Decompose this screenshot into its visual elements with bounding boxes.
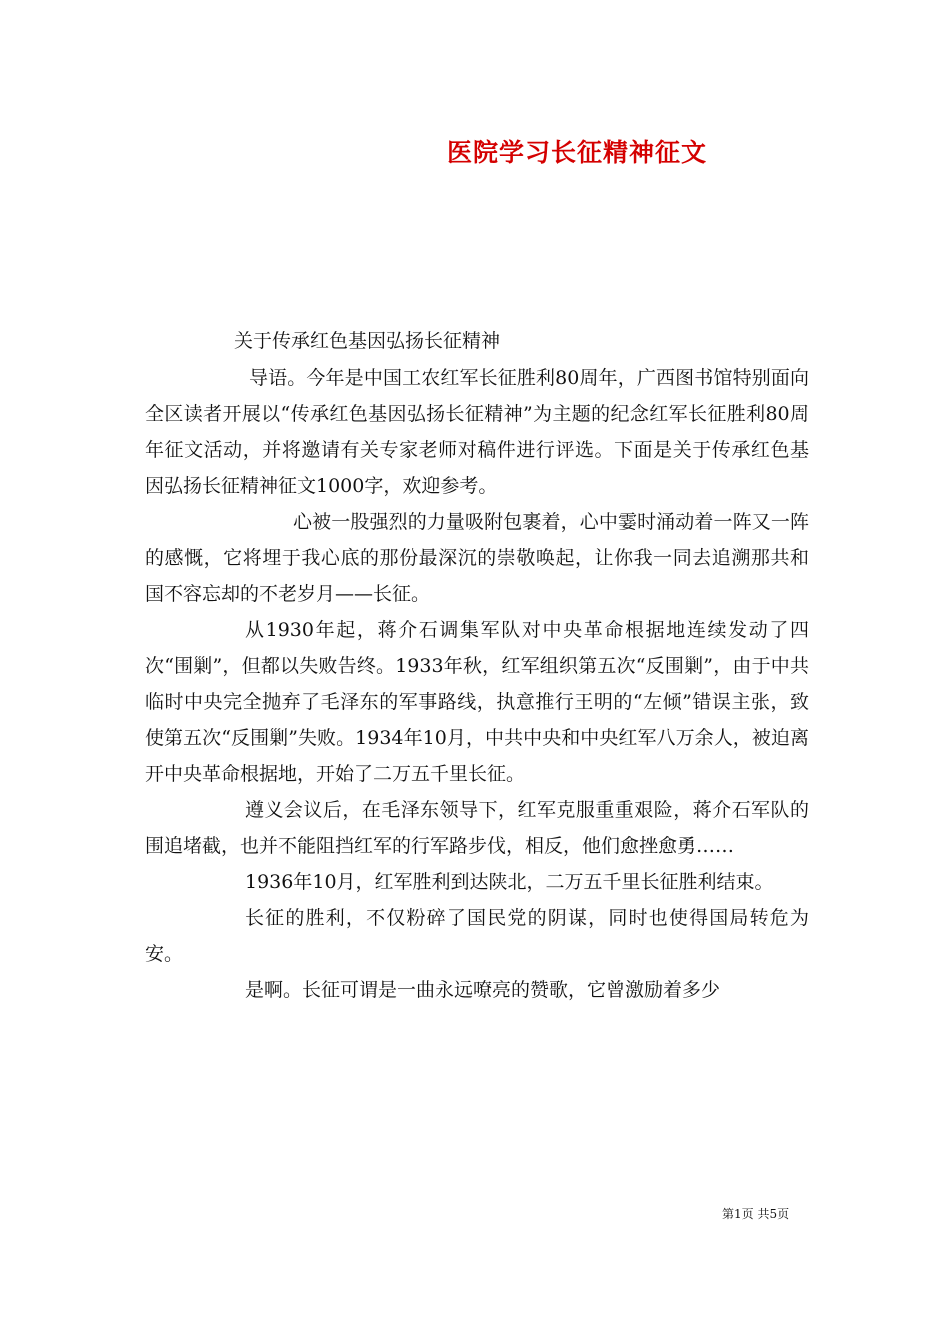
paragraph-history: 从1930年起，蒋介石调集军队对中央革命根据地连续发动了四次“围剿”，但都以失败告终。1933年秋，红军组织第五次“反围剿”，由于中共临时中央完全抛弃了毛泽东的军事路线，执意推行王明的“左倾”错误主张，致使第五次“反围剿”失败。1934年10月，中共中央和中央红军八万余人，被迫离开中央革命根据地，开始了二万五千里长征。 — [145, 619, 809, 785]
paragraph-praise: 是啊。长征可谓是一曲永远嘹亮的赞歌，它曾激励着多少 — [245, 979, 721, 1001]
paragraph-victory: 1936年10月，红军胜利到达陕北，二万五千里长征胜利结束。 — [245, 871, 774, 893]
document-body — [145, 360, 809, 1008]
page-number-footer: 第1页 共5页 — [722, 1207, 790, 1221]
paragraph-feeling: 心被一股强烈的力量吸附包裹着，心中霎时涌动着一阵又一阵的感慨，它将埋于我心底的那份最深沉的崇敬唤起，让你我一同去追溯那共和国不容忘却的不老岁月——长征。 — [145, 511, 809, 605]
paragraph-significance: 长征的胜利，不仅粉碎了国民党的阴谋，同时也使得国局转危为安。 — [145, 907, 809, 965]
document-subtitle: 关于传承红色基因弘扬长征精神 — [234, 330, 501, 352]
paragraph-zunyi: 遵义会议后，在毛泽东领导下，红军克服重重艰险，蒋介石军队的围追堵截，也并不能阻挡红军的行军路步伐，相反，他们愈挫愈勇…… — [145, 799, 809, 857]
document-title: 医院学习长征精神征文 — [447, 138, 708, 167]
paragraph-intro: 导语。今年是中国工农红军长征胜利80周年，广西图书馆特别面向全区读者开展以“传承红色基因弘扬长征精神”为主题的纪念红军长征胜利80周年征文活动，并将邀请有关专家老师对稿件进行评选。下面是关于传承红色基因弘扬长征精神征文1000字，欢迎参考。 — [145, 367, 809, 497]
